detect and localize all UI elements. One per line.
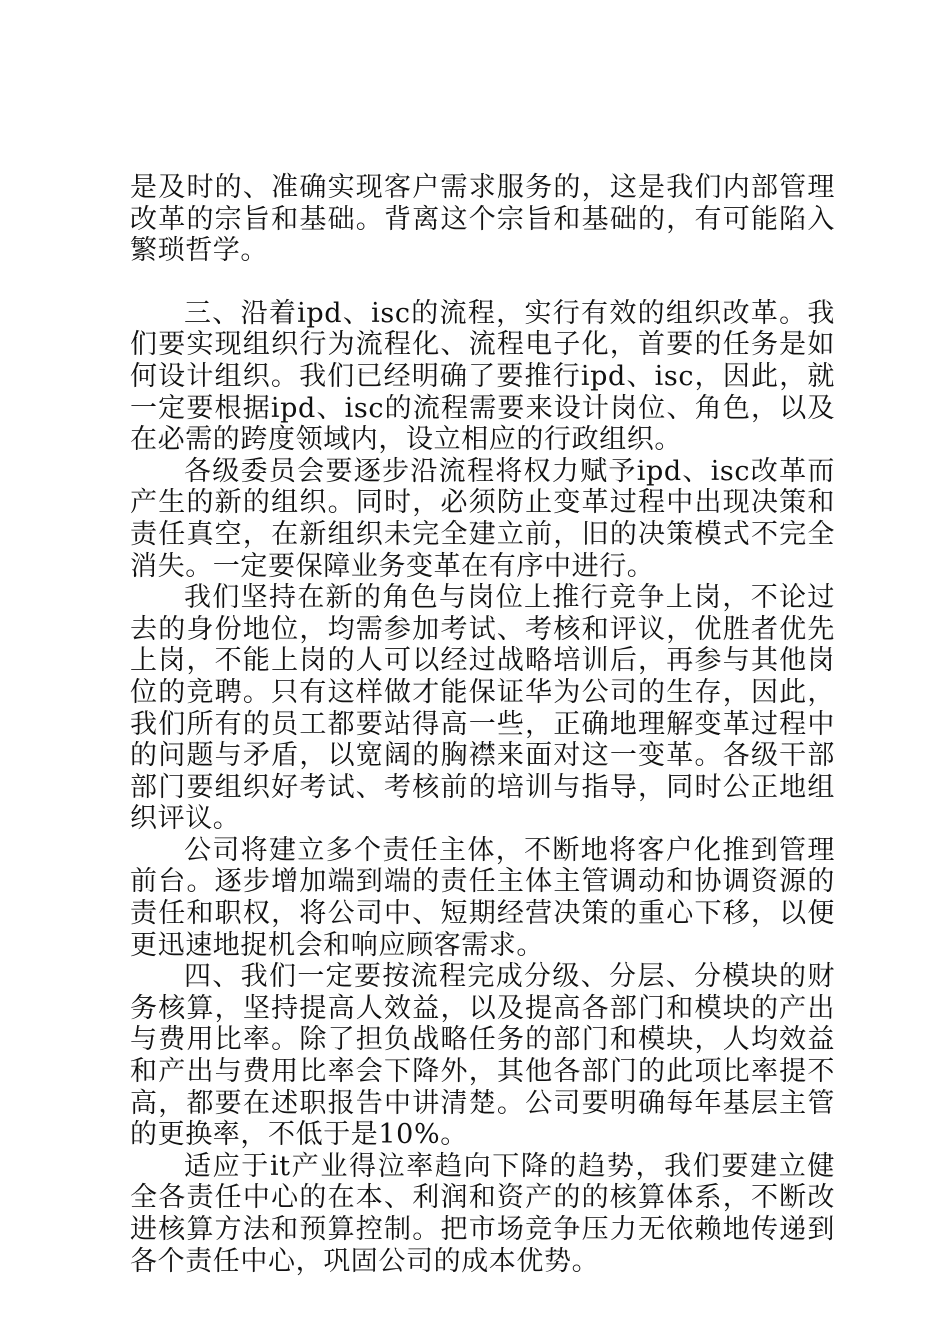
paragraph-competition: 我们坚持在新的角色与岗位上推行竞争上岗，不论过去的身份地位，均需参加考试、考核和评议，优胜者优先上岗，不能上岗的人可以经过战略培训后，再参与其他岗位的竞聘。只有这样做才能保证华为公司的生存，因此，我们所有的员工都要站得高一些，正确地理解变革过程中的问题与矛盾，以宽阔的胸襟来面对这一变革。各级干部部门要组织好考试、考核前的培训与指导，同时公正地组织评议。 [130,582,835,835]
paragraph-section-three: 三、沿着ipd、isc的流程，实行有效的组织改革。我们要实现组织行为流程化、流程电子化，首要的任务是如何设计组织。我们已经明确了要推行ipd、isc，因此，就一定要根据ipd、isc的流程需要来设计岗位、角色，以及在必需的跨度领域内，设立相应的行政组织。 [130,297,835,456]
paragraph-spacer [130,267,835,298]
paragraph-accounting: 适应于it产业得泣率趋向下降的趋势，我们要建立健全各责任中心的在本、利润和资产的的核算体系，不断改进核算方法和预算控制。把市场竞争压力无依赖地传递到各个责任中心，巩固公司的成本优势。 [130,1150,835,1277]
paragraph-section-four: 四、我们一定要按流程完成分级、分层、分模块的财务核算，坚持提高人效益，以及提高各部门和模块的产出与费用比率。除了担负战略任务的部门和模块，人均效益和产出与费用比率会下降外，其他各部门的此项比率提不高，都要在述职报告中讲清楚。公司要明确每年基层主管的更换率，不低于是10%。 [130,961,835,1151]
paragraph-committees: 各级委员会要逐步沿流程将权力赋予ipd、isc改革而产生的新的组织。同时，必须防止变革过程中出现决策和责任真空，在新组织未完全建立前，旧的决策模式不完全消失。一定要保障业务变革在有序中进行。 [130,455,835,582]
paragraph-responsibility: 公司将建立多个责任主体，不断地将客户化推到管理前台。逐步增加端到端的责任主体主管调动和协调资源的责任和职权，将公司中、短期经营决策的重心下移，以便更迅速地捉机会和响应顾客需求。 [130,834,835,961]
document-body [130,172,835,1277]
paragraph-continuation: 是及时的、准确实现客户需求服务的，这是我们内部管理改革的宗旨和基础。背离这个宗旨和基础的，有可能陷入繁琐哲学。 [130,172,835,267]
